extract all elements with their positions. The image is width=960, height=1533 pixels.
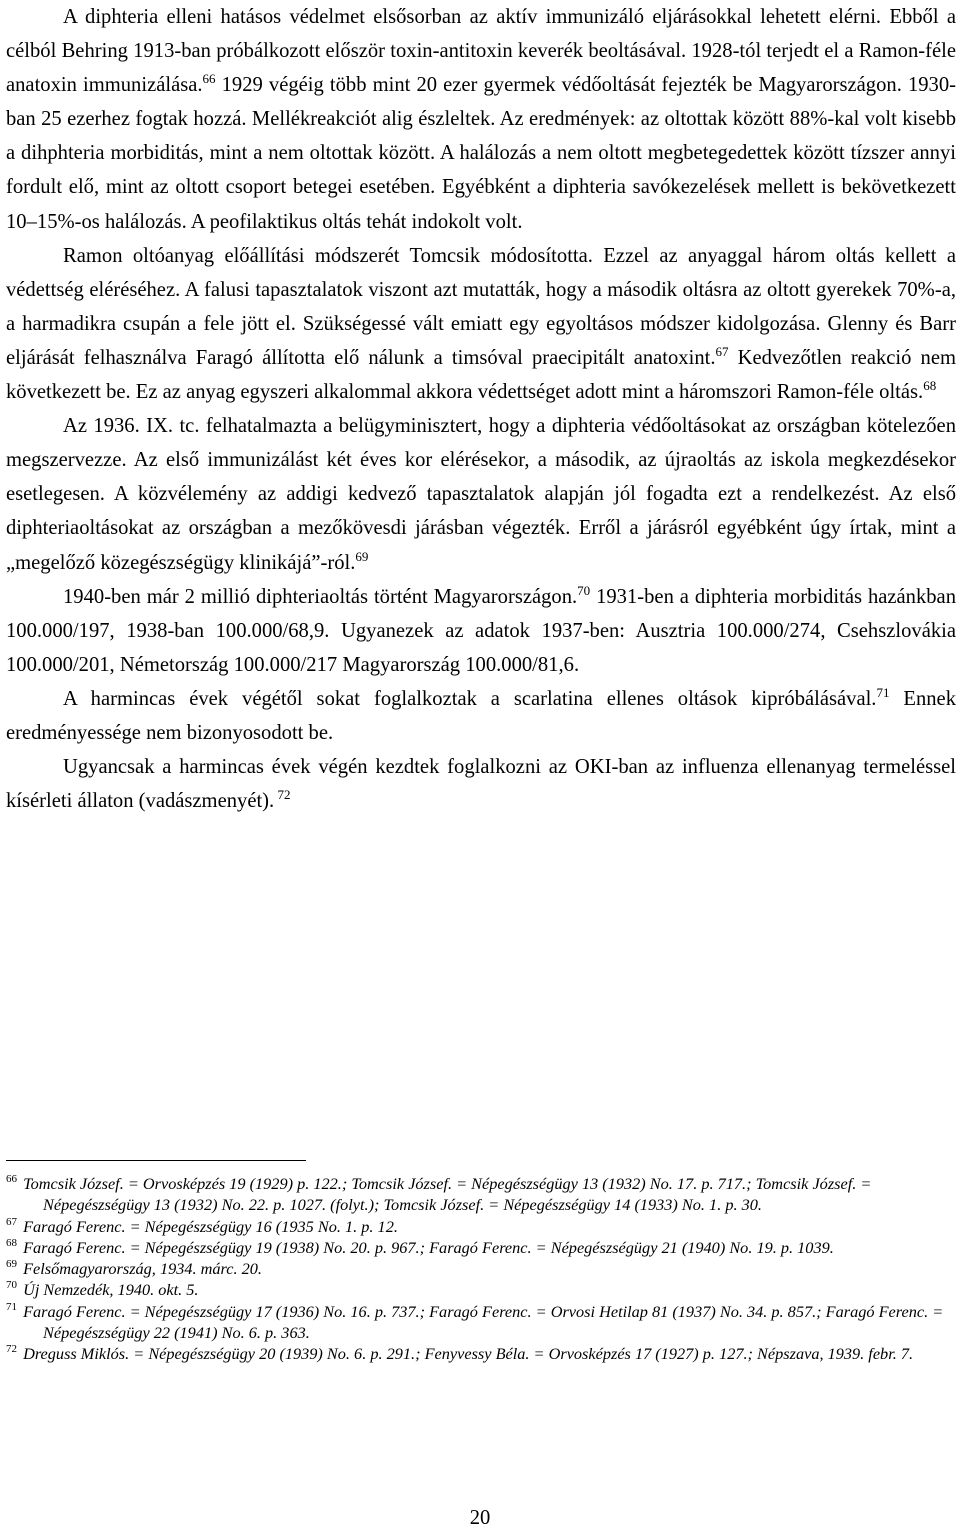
footnote-text: Tomcsik József. = Orvosképzés 19 (1929) p. 122.; Tomcsik József. = Népegészségügy 13 (1932) No. 17. p. 717.; Tomcsik József. = Népegészségügy 13 (1932) No. 22. p. 1027. (folyt.); Tomcsik József. = Népegészségügy 14 (1933) No. 1. p. 30. (19, 1174, 872, 1215)
footnote-number: 70 (6, 1279, 17, 1292)
footnote-number: 72 (6, 1343, 17, 1356)
footnote-text: Faragó Ferenc. = Népegészségügy 16 (1935 No. 1. p. 12. (19, 1216, 398, 1236)
footnote-divider (6, 1160, 306, 1161)
paragraph-3 (6, 409, 956, 579)
paragraph-6-text: Ugyancsak a harmincas évek végén kezdtek foglalkozni az OKI-ban az influenza ellenanyag termeléssel kísérleti állaton (vadászmenyét). (6, 756, 956, 813)
paragraph-4-text-b: 1931-ben a diphteria morbiditás hazánkban 100.000/197, 1938-ban 100.000/68,9. Ugyanezek az adatok 1937-ben: Ausztria 100.000/274, Csehszlovákia 100.000/201, Németország 100.000/217 Magyarország 100.000/81,6. (6, 585, 956, 676)
paragraph-2-text-a: Ramon oltóanyag előállítási módszerét Tomcsik módosította. Ezzel az anyaggal három oltás kellett a védettség eléréséhez. A falusi tapasztalatok viszont azt mutatták, hogy a második oltásra az oltott gyerekek 70%-a, a harmadikra csupán a fele jött el. Szükségessé vált emiatt egy egyoltásos módszer kidolgozása. Glenny és Barr eljárását felhasználva Faragó állította elő nálunk a timsóval praecipitált anatoxint. (6, 244, 956, 369)
paragraph-2-text-b: Kedvezőtlen reakció nem következett be. Ez az anyag egyszeri alkalommal akkora védettséget adott mint a háromszori Ramon-féle oltás. (6, 346, 956, 404)
footnote-text: Faragó Ferenc. = Népegészségügy 17 (1936) No. 16. p. 737.; Faragó Ferenc. = Orvosi Hetilap 81 (1937) No. 34. p. 857.; Faragó Ferenc. = Népegészségügy 22 (1941) No. 6. p. 363. (19, 1301, 944, 1343)
footnote-ref-68[interactable]: 68 (923, 378, 937, 394)
footnote-text: Faragó Ferenc. = Népegészségügy 19 (1938) No. 20. p. 967.; Faragó Ferenc. = Népegészségügy 21 (1940) No. 19. p. 1039. (19, 1237, 834, 1257)
paragraph-4 (6, 580, 956, 682)
footnote-number: 66 (6, 1173, 17, 1185)
page-number: 20 (469, 1507, 491, 1529)
paragraph-1 (6, 0, 956, 239)
footnote-ref-72[interactable]: 72 (274, 787, 291, 803)
footnote-69 (6, 1258, 951, 1279)
footnote-ref-69[interactable]: 69 (355, 548, 369, 564)
footnote-ref-67[interactable]: 67 (715, 343, 729, 359)
footnote-70 (6, 1279, 951, 1300)
footnote-text: Felsőmagyarország, 1934. márc. 20. (19, 1259, 263, 1279)
footnotes (6, 1173, 951, 1365)
footnote-ref-71[interactable]: 71 (876, 684, 890, 700)
paragraph-2 (6, 239, 956, 409)
footnote-ref-66[interactable]: 66 (202, 71, 216, 87)
footnote-72 (6, 1343, 951, 1364)
footnote-number: 67 (6, 1215, 17, 1228)
footnote-number: 69 (6, 1258, 17, 1271)
paragraph-6 (6, 750, 956, 818)
footnote-67 (6, 1216, 951, 1237)
paragraph-1-text-b: 1929 végéig több mint 20 ezer gyermek védőoltását fejezték be Magyarországon. 1930-ban 25 ezerhez fogtak hozzá. Mellékreakciót alig észleltek. Az eredmények: az oltottak között 88%-kal volt kisebb a dihphteria morbiditás, mint a nem oltottak között. A halálozás a nem oltott megbetegedettek között tízszer annyi fordult elő, mint az oltott csoport betegei esetében. Egyébként a diphteria savókezelések mellett is bekövetkezett 10–15%-os halálozás. A peofilaktikus oltás tehát indokolt volt. (6, 74, 956, 233)
paragraph-5 (6, 682, 956, 750)
paragraph-5-text-b: Ennek eredményessége nem bizonyosodott be. (6, 687, 956, 744)
footnote-71 (6, 1301, 951, 1344)
footnote-66 (6, 1173, 951, 1216)
footnote-68 (6, 1237, 951, 1258)
paragraph-3-text: Az 1936. IX. tc. felhatalmazta a belügyminisztert, hogy a diphteria védőoltásokat az országban kötelezően megszervezze. Az első immunizálást két éves kor elérésekor, a második, az újraoltás az iskola megkezdésekor esetlegesen. A közvélemény az addigi kedvező tapasztalatok alapján jól fogadta ezt a rendelkezést. Az első diphteriaoltásokat az országban a mezőkövesdi járásban végezték. Erről a járásról egyébként úgy írtak, mint a „megelőző közegészségügy klinikájá”-ról. (6, 415, 956, 574)
paragraph-5-text-a: A harmincas évek végétől sokat foglalkoztak a scarlatina ellenes oltások kipróbálásával. (63, 687, 877, 710)
footnote-text: Dreguss Miklós. = Népegészségügy 20 (1939) No. 6. p. 291.; Fenyvessy Béla. = Orvosképzés 17 (1927) p. 127.; Népszava, 1939. febr. 7. (19, 1344, 914, 1364)
body-text (6, 0, 956, 818)
footnote-number: 71 (6, 1300, 17, 1313)
footnote-ref-70[interactable]: 70 (577, 582, 591, 598)
footnote-number: 68 (6, 1236, 17, 1249)
footnote-text: Új Nemzedék, 1940. okt. 5. (19, 1280, 199, 1300)
paragraph-4-text-a: 1940-ben már 2 millió diphteriaoltás történt Magyarországon. (63, 585, 578, 608)
paragraph-1-text-a: A diphteria elleni hatásos védelmet elsősorban az aktív immunizáló eljárásokkal lehetett elérni. Ebből a célból Behring 1913-ban próbálkozott először toxin-antitoxin keverék beoltásával. 1928-tól terjedt el a Ramon-féle anatoxin immunizálása. (6, 6, 956, 97)
